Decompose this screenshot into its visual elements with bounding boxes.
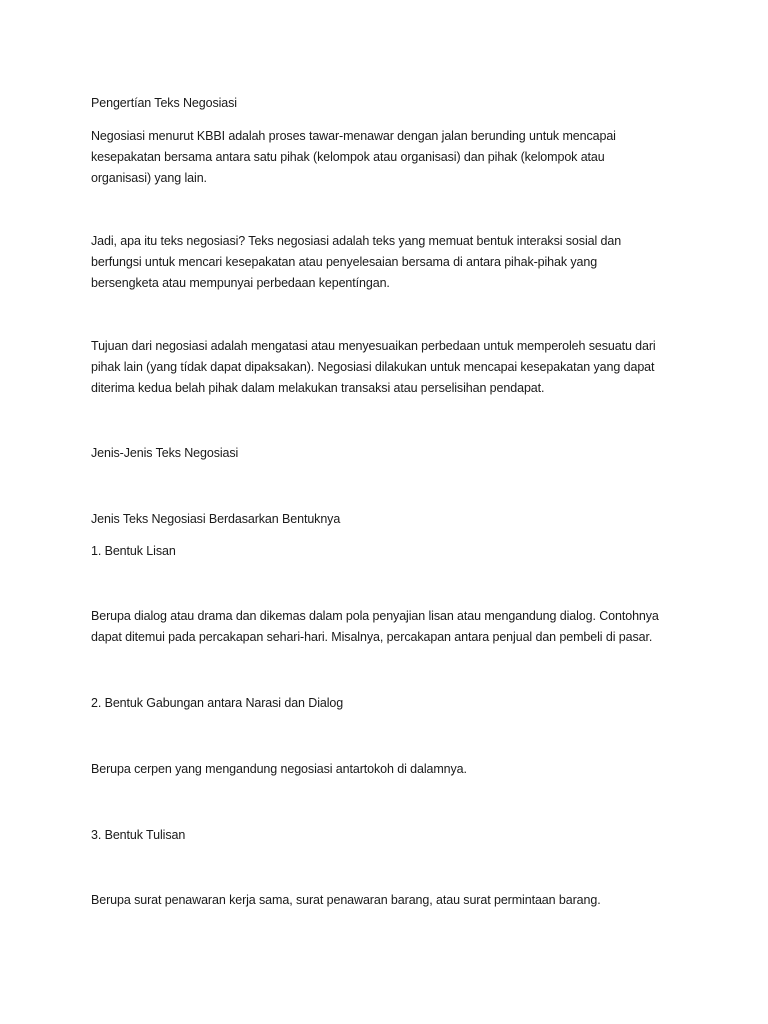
item-1-title: 1. Bentuk Lisan — [91, 544, 176, 558]
paragraph-purpose: Tujuan dari negosiasi adalah mengatasi atau menyesuaikan perbedaan untuk memperoleh sesuatu dari pihak lain (yang tídak dapat dipaksakan). Negosiasi dilakukan untuk mencapai kesepakatan yang dapat diterima kedua belah pihak dalam melakukan transaksi atau perselisihan pendapat. — [91, 339, 656, 395]
item-2-description: Berupa cerpen yang mengandung negosiasi antartokoh di dalamnya. — [91, 762, 467, 776]
item-3-title: 3. Bentuk Tulisan — [91, 828, 186, 842]
item-3-description: Berupa surat penawaran kerja sama, surat penawaran barang, atau surat permintaan barang. — [91, 893, 601, 907]
paragraph-what-is: Jadi, apa itu teks negosiasi? Teks negosiasi adalah teks yang memuat bentuk interaksi sosial dan berfungsi untuk mencari kesepakatan atau penyelesaian bersama di antara pihak-pihak yang bersengketa atau mempunyai perbedaan kepentíngan. — [91, 234, 622, 290]
subheading-bentuk: Jenis Teks Negosiasi Berdasarkan Bentuknya — [91, 512, 341, 526]
heading-pengertian: Pengertían Teks Negosiasi — [91, 96, 237, 110]
item-2-title: 2. Bentuk Gabungan antara Narasi dan Dialog — [91, 696, 344, 710]
heading-jenis: Jenis-Jenis Teks Negosiasi — [91, 446, 239, 460]
item-1-description: Berupa dialog atau drama dan dikemas dalam pola penyajian lisan atau mengandung dialog. Contohnya dapat ditemui pada percakapan sehari-hari. Misalnya, percakapan antara penjual dan pembeli di pasar. — [91, 609, 659, 644]
paragraph-definition: Negosiasi menurut KBBI adalah proses tawar-menawar dengan jalan berunding untuk mencapai kesepakatan bersama antara satu pihak (kelompok atau organisasi) dan pihak (kelompok atau organisasi) yang lain. — [91, 129, 616, 185]
